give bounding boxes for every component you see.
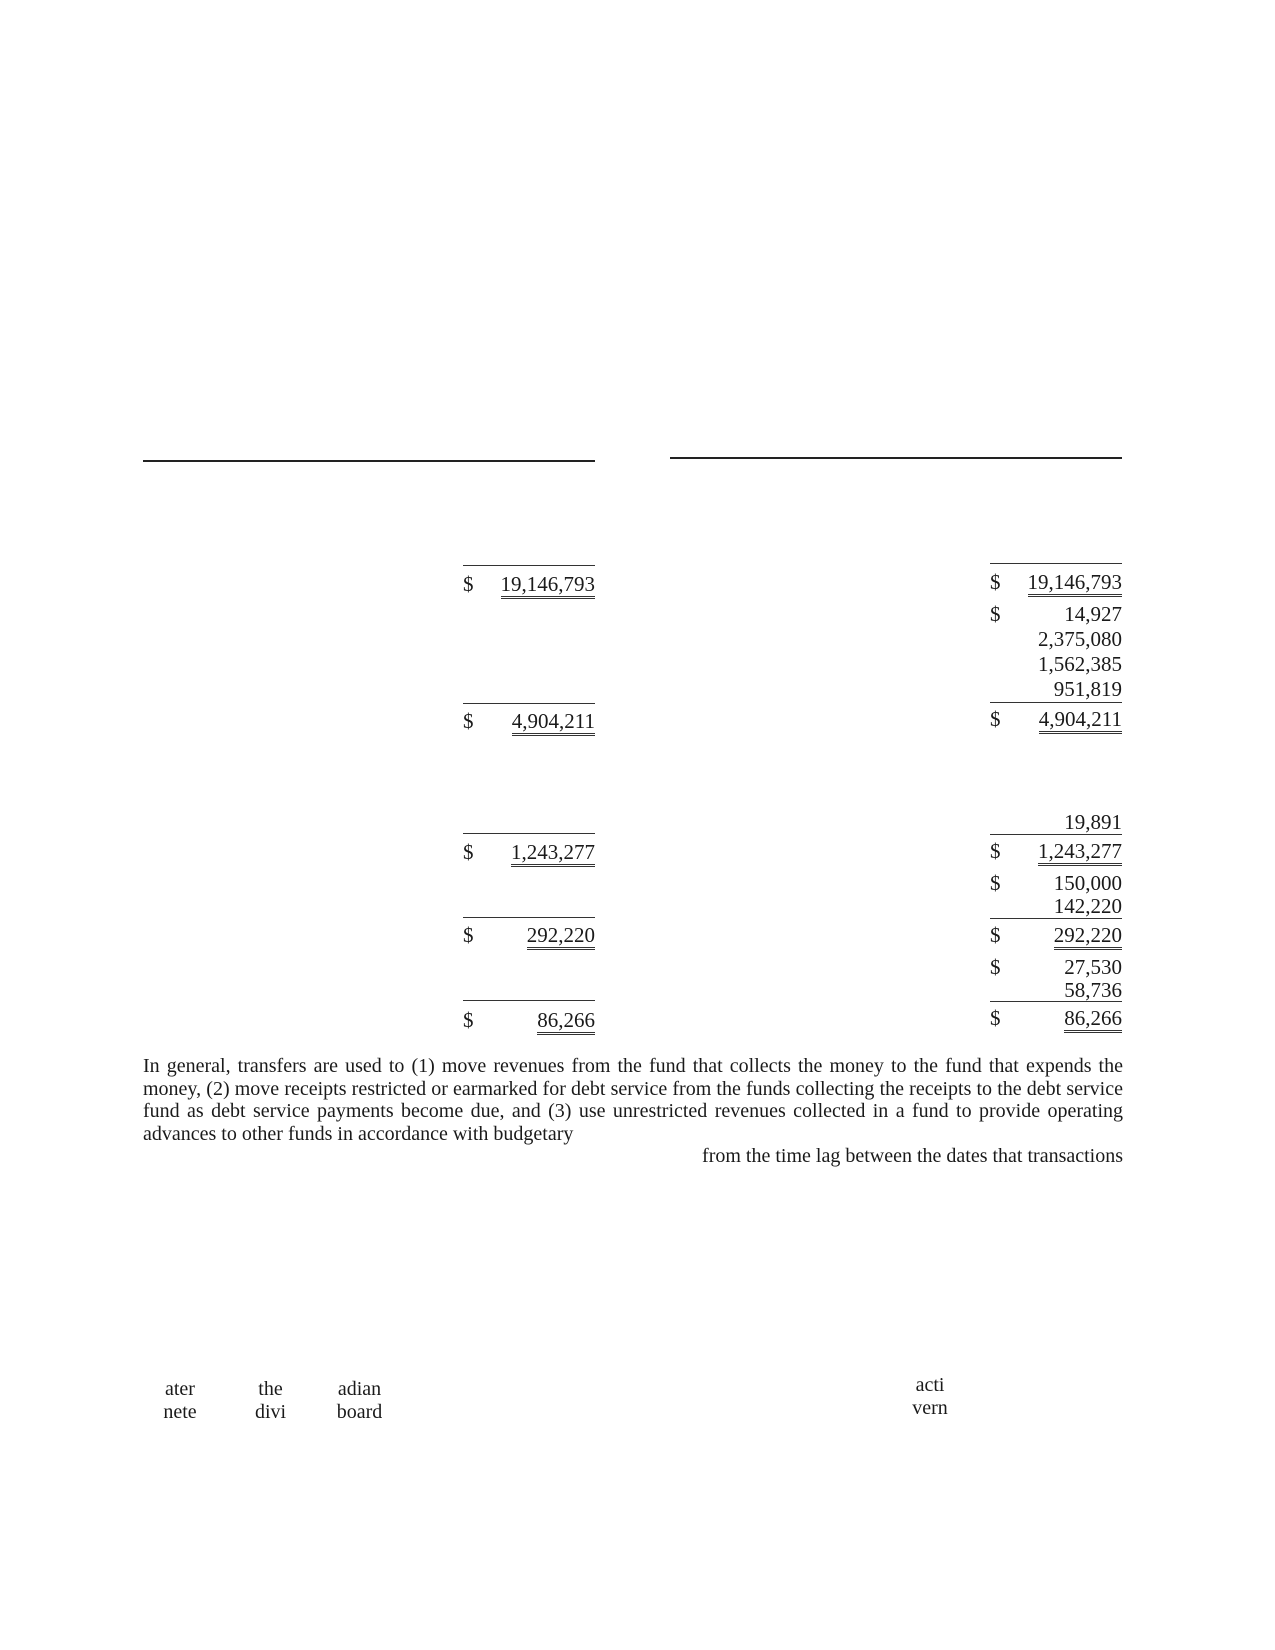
left-table-header-rule bbox=[143, 460, 595, 462]
currency-symbol: $ bbox=[463, 1008, 474, 1032]
total-rule bbox=[463, 917, 595, 918]
total-amount: 1,243,277 bbox=[480, 840, 595, 864]
line-amount: 19,891 bbox=[1064, 810, 1122, 834]
currency-symbol: $ bbox=[990, 570, 1001, 594]
currency-symbol: $ bbox=[463, 923, 474, 947]
total-amount: 4,904,211 bbox=[480, 709, 595, 733]
word-fragment: ater nete bbox=[163, 1378, 197, 1423]
currency-symbol: $ bbox=[990, 871, 1001, 895]
currency-symbol: $ bbox=[463, 572, 474, 596]
currency-symbol: $ bbox=[990, 955, 1001, 979]
total-rule bbox=[463, 703, 595, 704]
currency-symbol: $ bbox=[990, 602, 1001, 626]
total-rule bbox=[463, 1000, 595, 1001]
line-amount: 2,375,080 bbox=[1038, 627, 1122, 651]
line-amount: 142,220 bbox=[1053, 894, 1122, 918]
line-amount: 951,819 bbox=[1053, 677, 1122, 701]
total-rule bbox=[463, 565, 595, 566]
total-amount: 292,220 bbox=[480, 923, 595, 947]
total-rule bbox=[990, 1001, 1122, 1002]
total-rule bbox=[990, 834, 1122, 835]
currency-symbol: $ bbox=[463, 709, 474, 733]
currency-symbol: $ bbox=[990, 707, 1001, 731]
total-amount: 86,266 bbox=[1005, 1006, 1122, 1030]
total-amount: 1,243,277 bbox=[1005, 839, 1122, 863]
line-amount: 150,000 bbox=[1053, 871, 1122, 895]
currency-symbol: $ bbox=[990, 1006, 1001, 1030]
total-amount: 292,220 bbox=[1005, 923, 1122, 947]
line-amount: 27,530 bbox=[1064, 955, 1122, 979]
currency-symbol: $ bbox=[463, 840, 474, 864]
transfers-paragraph-tail: from the time lag between the dates that transactions bbox=[702, 1145, 1123, 1167]
word-fragment: the divi bbox=[254, 1378, 287, 1423]
currency-symbol: $ bbox=[990, 839, 1001, 863]
line-amount: 1,562,385 bbox=[1038, 652, 1122, 676]
line-amount: 58,736 bbox=[1064, 978, 1122, 1002]
total-amount: 86,266 bbox=[480, 1008, 595, 1032]
total-rule bbox=[990, 918, 1122, 919]
word-fragment: acti vern bbox=[912, 1374, 948, 1419]
currency-symbol: $ bbox=[990, 923, 1001, 947]
line-amount: 14,927 bbox=[1064, 602, 1122, 626]
transfers-paragraph: In general, transfers are used to (1) move revenues from the fund that collects the money to the fund that expends the money, (2) move receipts restricted or earmarked for debt service from the funds collecting the receipts to the debt service fund as debt service payments become due, and (3) use unrestricted revenues collected in a fund to provide operating advances to other funds in accordance with budgetary bbox=[143, 1055, 1123, 1145]
total-amount: 4,904,211 bbox=[1005, 707, 1122, 731]
total-amount: 19,146,793 bbox=[480, 572, 595, 596]
total-rule bbox=[990, 563, 1122, 564]
word-fragment: adian board bbox=[336, 1378, 383, 1423]
total-amount: 19,146,793 bbox=[1005, 570, 1122, 594]
right-table-header-rule bbox=[670, 457, 1122, 459]
total-rule bbox=[990, 702, 1122, 703]
total-rule bbox=[463, 833, 595, 834]
